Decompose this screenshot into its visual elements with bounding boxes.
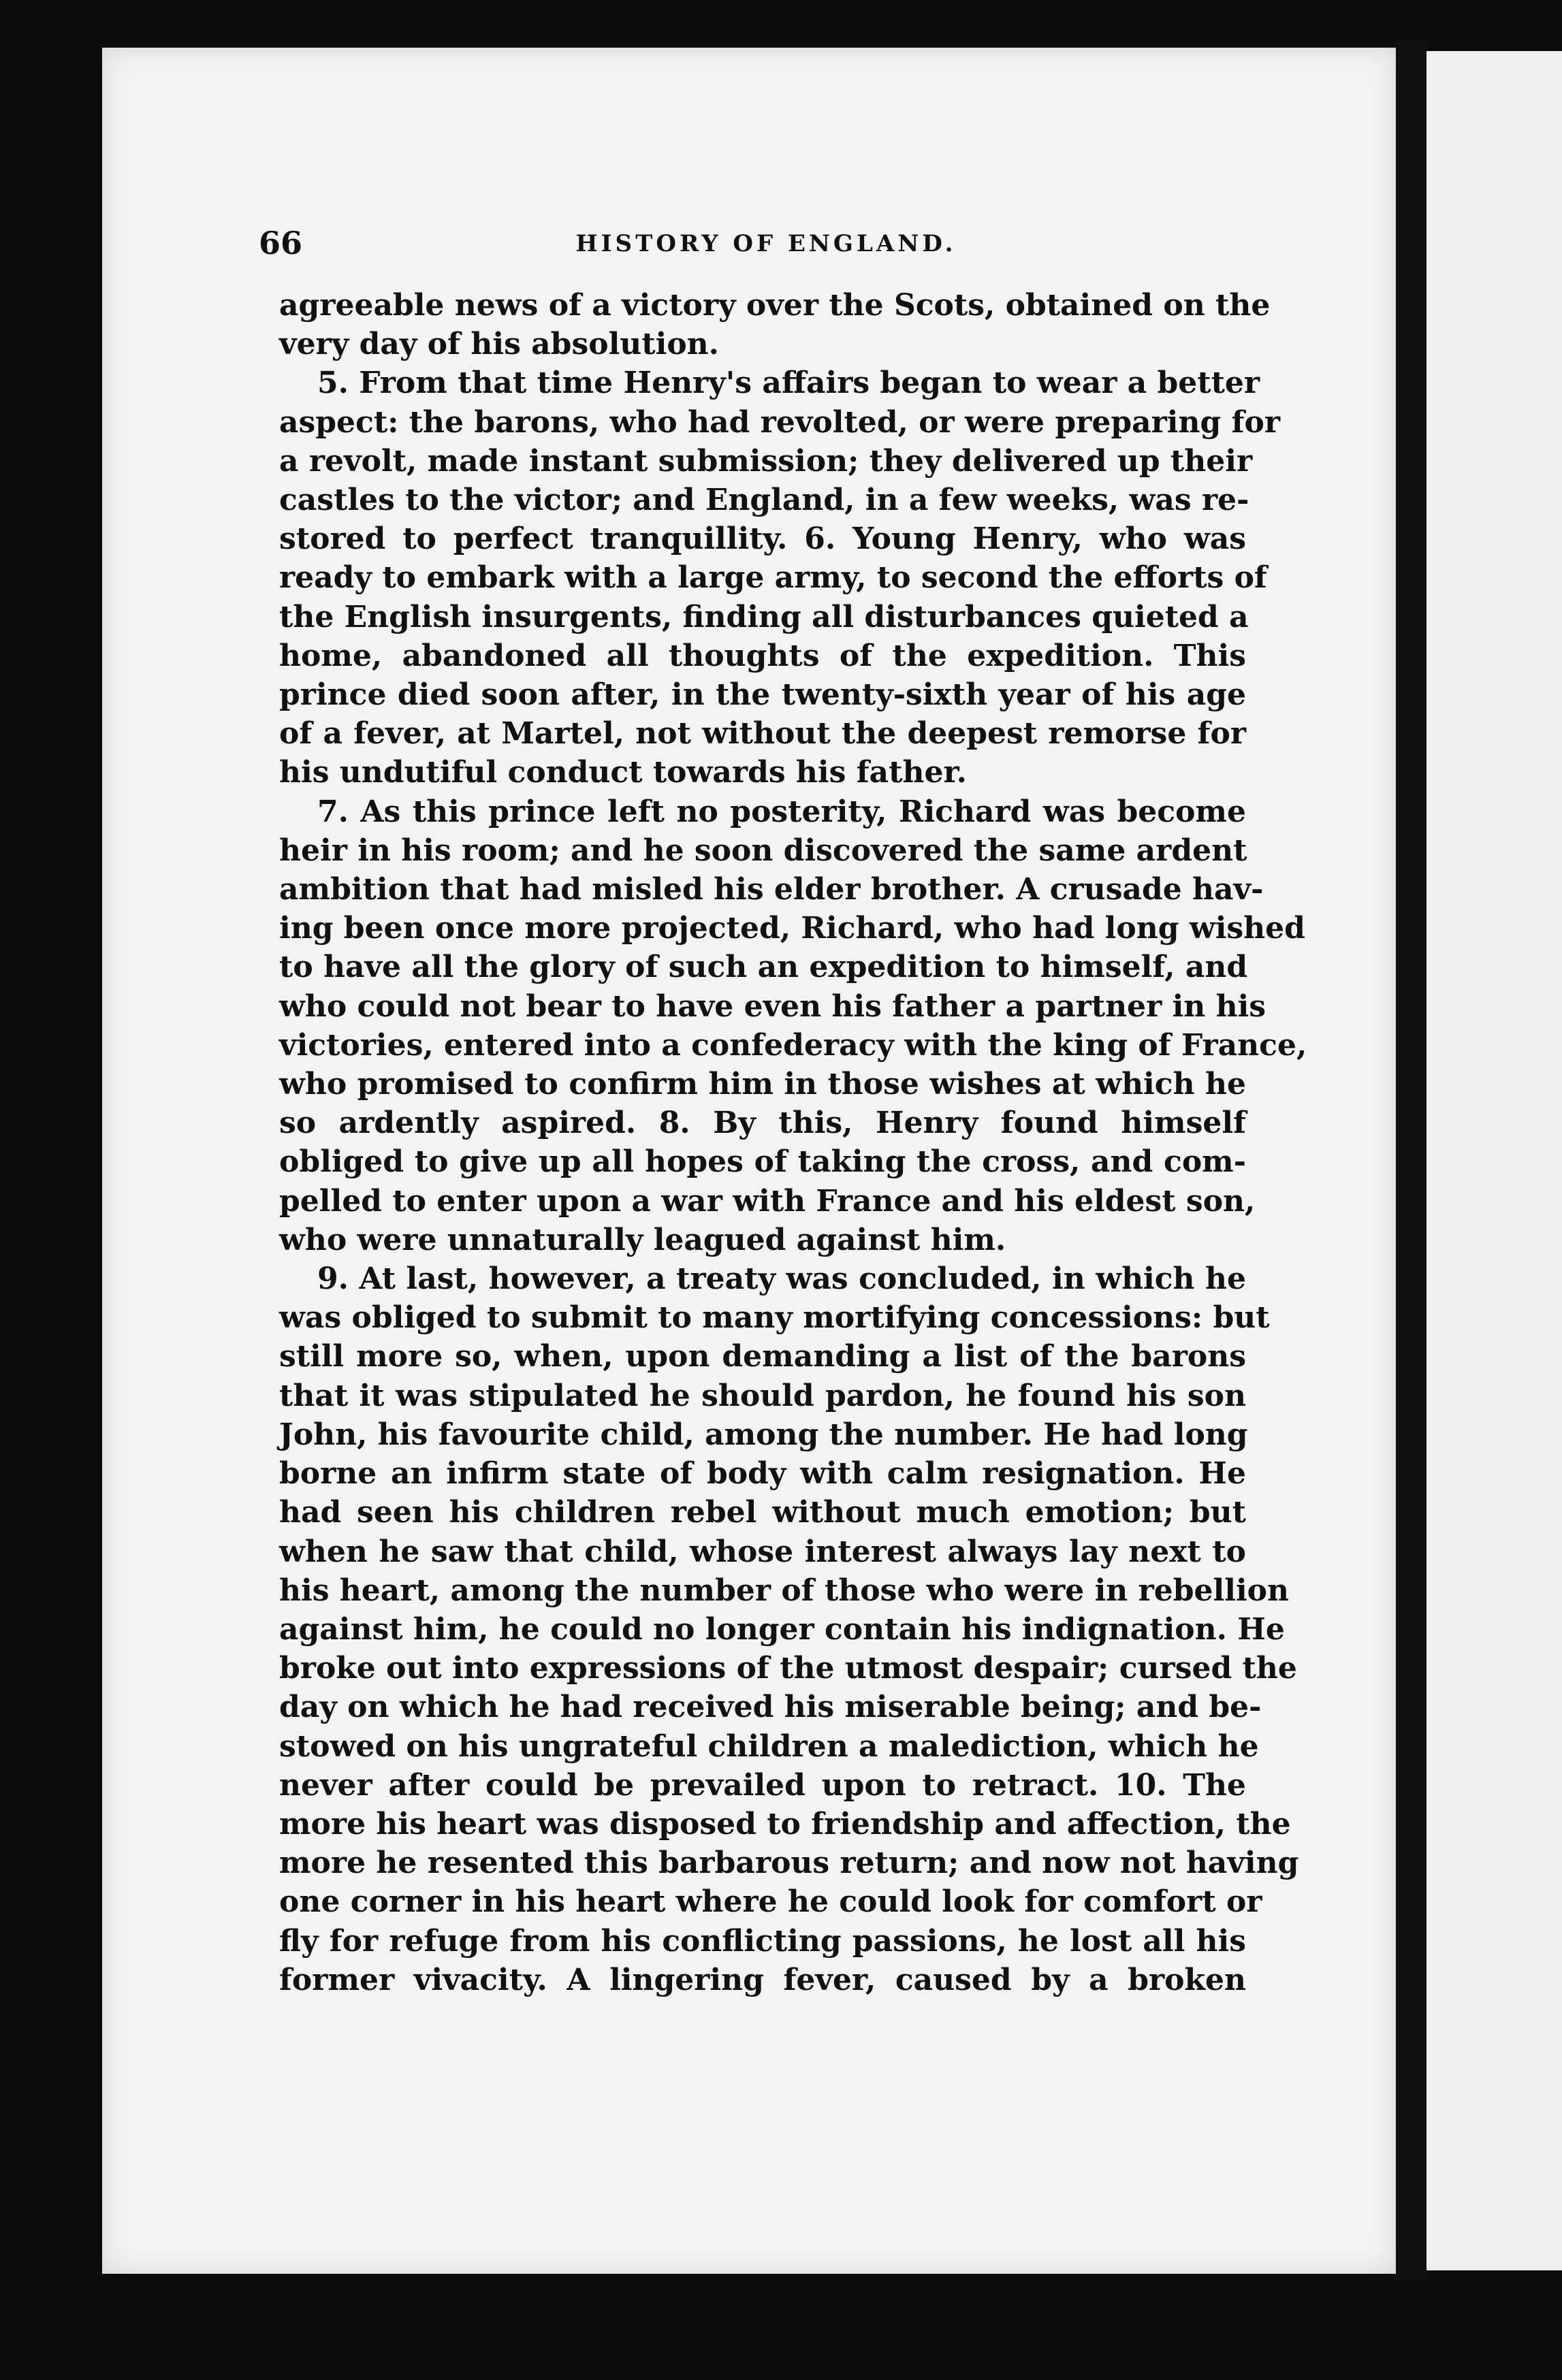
text-line: still more so, when, upon demanding a list of the barons (279, 1339, 1246, 1374)
text-line: agreeable news of a victory over the Scots, obtained on the (279, 288, 1271, 323)
page-header (259, 225, 1273, 272)
text-line: who could not bear to have even his father a partner in his (279, 988, 1266, 1024)
text-line: against him, he could no longer contain his indignation. He (279, 1611, 1285, 1647)
text-line: had seen his children rebel without much emotion; but (279, 1495, 1246, 1530)
text-line: home, abandoned all thoughts of the expedition. This (279, 638, 1246, 673)
text-line: to have all the glory of such an expedition to himself, and (279, 950, 1248, 985)
text-line: that it was stipulated he should pardon, he found his son (279, 1378, 1246, 1413)
text-line: a revolt, made instant submission; they delivered up their (279, 443, 1253, 479)
text-line: stowed on his ungrateful children a malediction, which he (279, 1728, 1259, 1764)
text-line: day on which he had received his miserable being; and be- (279, 1690, 1262, 1725)
text-line: so ardently aspired. 8. By this, Henry found himself (279, 1106, 1246, 1141)
text-line: victories, entered into a confederacy with the king of France, (279, 1027, 1307, 1063)
body-text (279, 286, 1307, 1999)
text-line: stored to perfect tranquillity. 6. Young Henry, who was (279, 521, 1246, 557)
text-line: more he resented this barbarous return; and now not having (279, 1846, 1299, 1881)
page-number: 66 (259, 225, 303, 261)
text-line: John, his favourite child, among the number. He had long (279, 1417, 1248, 1452)
text-line: his heart, among the number of those who were in rebellion (279, 1573, 1290, 1608)
text-line: who promised to confirm him in those wishes at which he (279, 1067, 1246, 1102)
text-line: ready to embark with a large army, to second the efforts of (279, 560, 1267, 596)
text-line: pelled to enter upon a war with France and his eldest son, (279, 1183, 1256, 1219)
text-line: 7. As this prince left no posterity, Richard was become (317, 794, 1246, 829)
text-line: prince died soon after, in the twenty-sixth year of his age (279, 677, 1246, 713)
text-line: very day of his absolution. (279, 327, 719, 362)
text-line: was obliged to submit to many mortifying concessions: but (279, 1300, 1270, 1336)
text-line: more his heart was disposed to friendship and affection, the (279, 1806, 1291, 1842)
text-line: 9. At last, however, a treaty was concluded, in which he (317, 1261, 1246, 1297)
book-spine (1396, 41, 1426, 2281)
text-line: aspect: the barons, who had revolted, or were preparing for (279, 404, 1281, 440)
text-line: borne an infirm state of body with calm resignation. He (279, 1456, 1246, 1492)
text-line: his undutiful conduct towards his father. (279, 755, 967, 790)
running-head: HISTORY OF ENGLAND. (575, 230, 957, 257)
text-line: heir in his room; and he soon discovered the same ardent (279, 833, 1247, 868)
text-line: 5. From that time Henry's affairs began to wear a better (317, 366, 1260, 401)
adjacent-page (1426, 51, 1562, 2270)
text-line: obliged to give up all hopes of taking the cross, and com- (279, 1144, 1246, 1180)
text-line: of a fever, at Martel, not without the deepest remorse for (279, 716, 1246, 752)
text-line: former vivacity. A lingering fever, caused by a broken (279, 1962, 1246, 1997)
text-line: ing been once more projected, Richard, who had long wished (279, 911, 1305, 946)
text-line: the English insurgents, finding all disturbances quieted a (279, 599, 1249, 634)
text-line: fly for refuge from his conflicting passions, he lost all his (279, 1923, 1246, 1959)
text-line: when he saw that child, whose interest always lay next to (279, 1534, 1246, 1569)
text-line: who were unnaturally leagued against him. (279, 1222, 1006, 1257)
text-line: one corner in his heart where he could look for comfort or (279, 1884, 1262, 1920)
text-line: broke out into expressions of the utmost despair; cursed the (279, 1651, 1297, 1686)
text-line: ambition that had misled his elder brother. A crusade hav- (279, 872, 1264, 907)
text-line: castles to the victor; and England, in a few weeks, was re- (279, 483, 1249, 518)
text-line: never after could be prevailed upon to retract. 10. The (279, 1767, 1246, 1803)
